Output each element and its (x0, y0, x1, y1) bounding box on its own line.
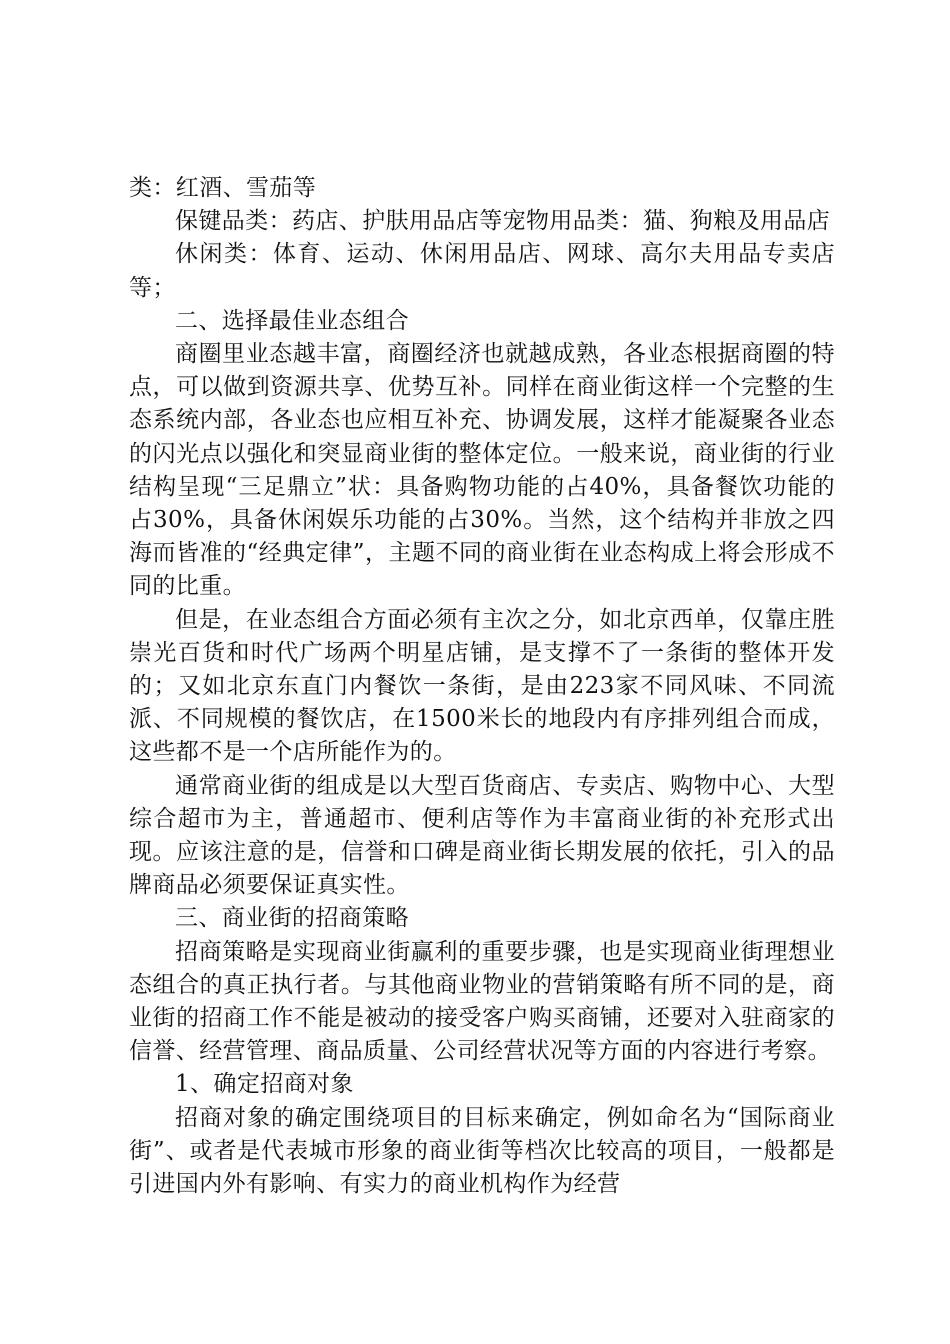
paragraph-targets: 招商对象的确定围绕项目的目标来确定，例如命名为“国际商业街”、或者是代表城市形象的商业街等档次比较高的项目，一般都是引进国内外有影响、有实力的商业机构作为经营 (129, 1104, 835, 1198)
section-heading-business-mix: 二、选择最佳业态组合 (175, 307, 409, 334)
paragraph-leisure-category: 休闲类：体育、运动、休闲用品店、网球、高尔夫用品专卖店等； (129, 241, 835, 301)
paragraph-street-composition: 通常商业街的组成是以大型百货商店、专卖店、购物中心、大型综合超市为主，普通超市、便利店等作为丰富商业街的补充形式出现。应该注意的是，信誉和口碑是商业街长期发展的依托，引入的品牌商品必须要保证真实性。 (129, 772, 835, 899)
paragraph-investment-strategy: 招商策略是实现商业街赢利的重要步骤，也是实现商业街理想业态组合的真正执行者。与其他商业物业的营销策略有所不同的是，商业街的招商工作不能是被动的接受客户购买商铺，还要对入驻商家的信誉、经营管理、商品质量、公司经营状况等方面的内容进行考察。 (129, 938, 835, 1065)
paragraph-continuation: 类：红酒、雪茄等 (129, 175, 317, 201)
document-body (129, 172, 835, 1201)
section-heading-investment-strategy: 三、商业街的招商策略 (175, 905, 409, 932)
subsection-heading-targets: 1、确定招商对象 (175, 1071, 354, 1098)
paragraph-primary-secondary: 但是，在业态组合方面必须有主次之分，如北京西单，仅靠庄胜崇光百货和时代广场两个明星店铺，是支撑不了一条街的整体开发的；又如北京东直门内餐饮一条街，是由223家不同风味、不同流派、不同规模的餐饮店，在1500米长的地段内有序排列组合而成，这些都不是一个店所能作为的。 (129, 606, 835, 766)
paragraph-business-mix: 商圈里业态越丰富，商圈经济也就越成熟，各业态根据商圈的特点，可以做到资源共享、优势互补。同样在商业街这样一个完整的生态系统内部，各业态也应相互补充、协调发展，这样才能凝聚各业态的闪光点以强化和突显商业街的整体定位。一般来说，商业街的行业结构呈现“三足鼎立”状：具备购物功能的占40%，具备餐饮功能的占30%，具备休闲娱乐功能的占30%。当然，这个结构并非放之四海而皆准的“经典定律”，主题不同的商业街在业态构成上将会形成不同的比重。 (129, 341, 835, 600)
paragraph-health-category: 保键品类：药店、护肤用品店等宠物用品类：猫、狗粮及用品店 (175, 208, 831, 235)
